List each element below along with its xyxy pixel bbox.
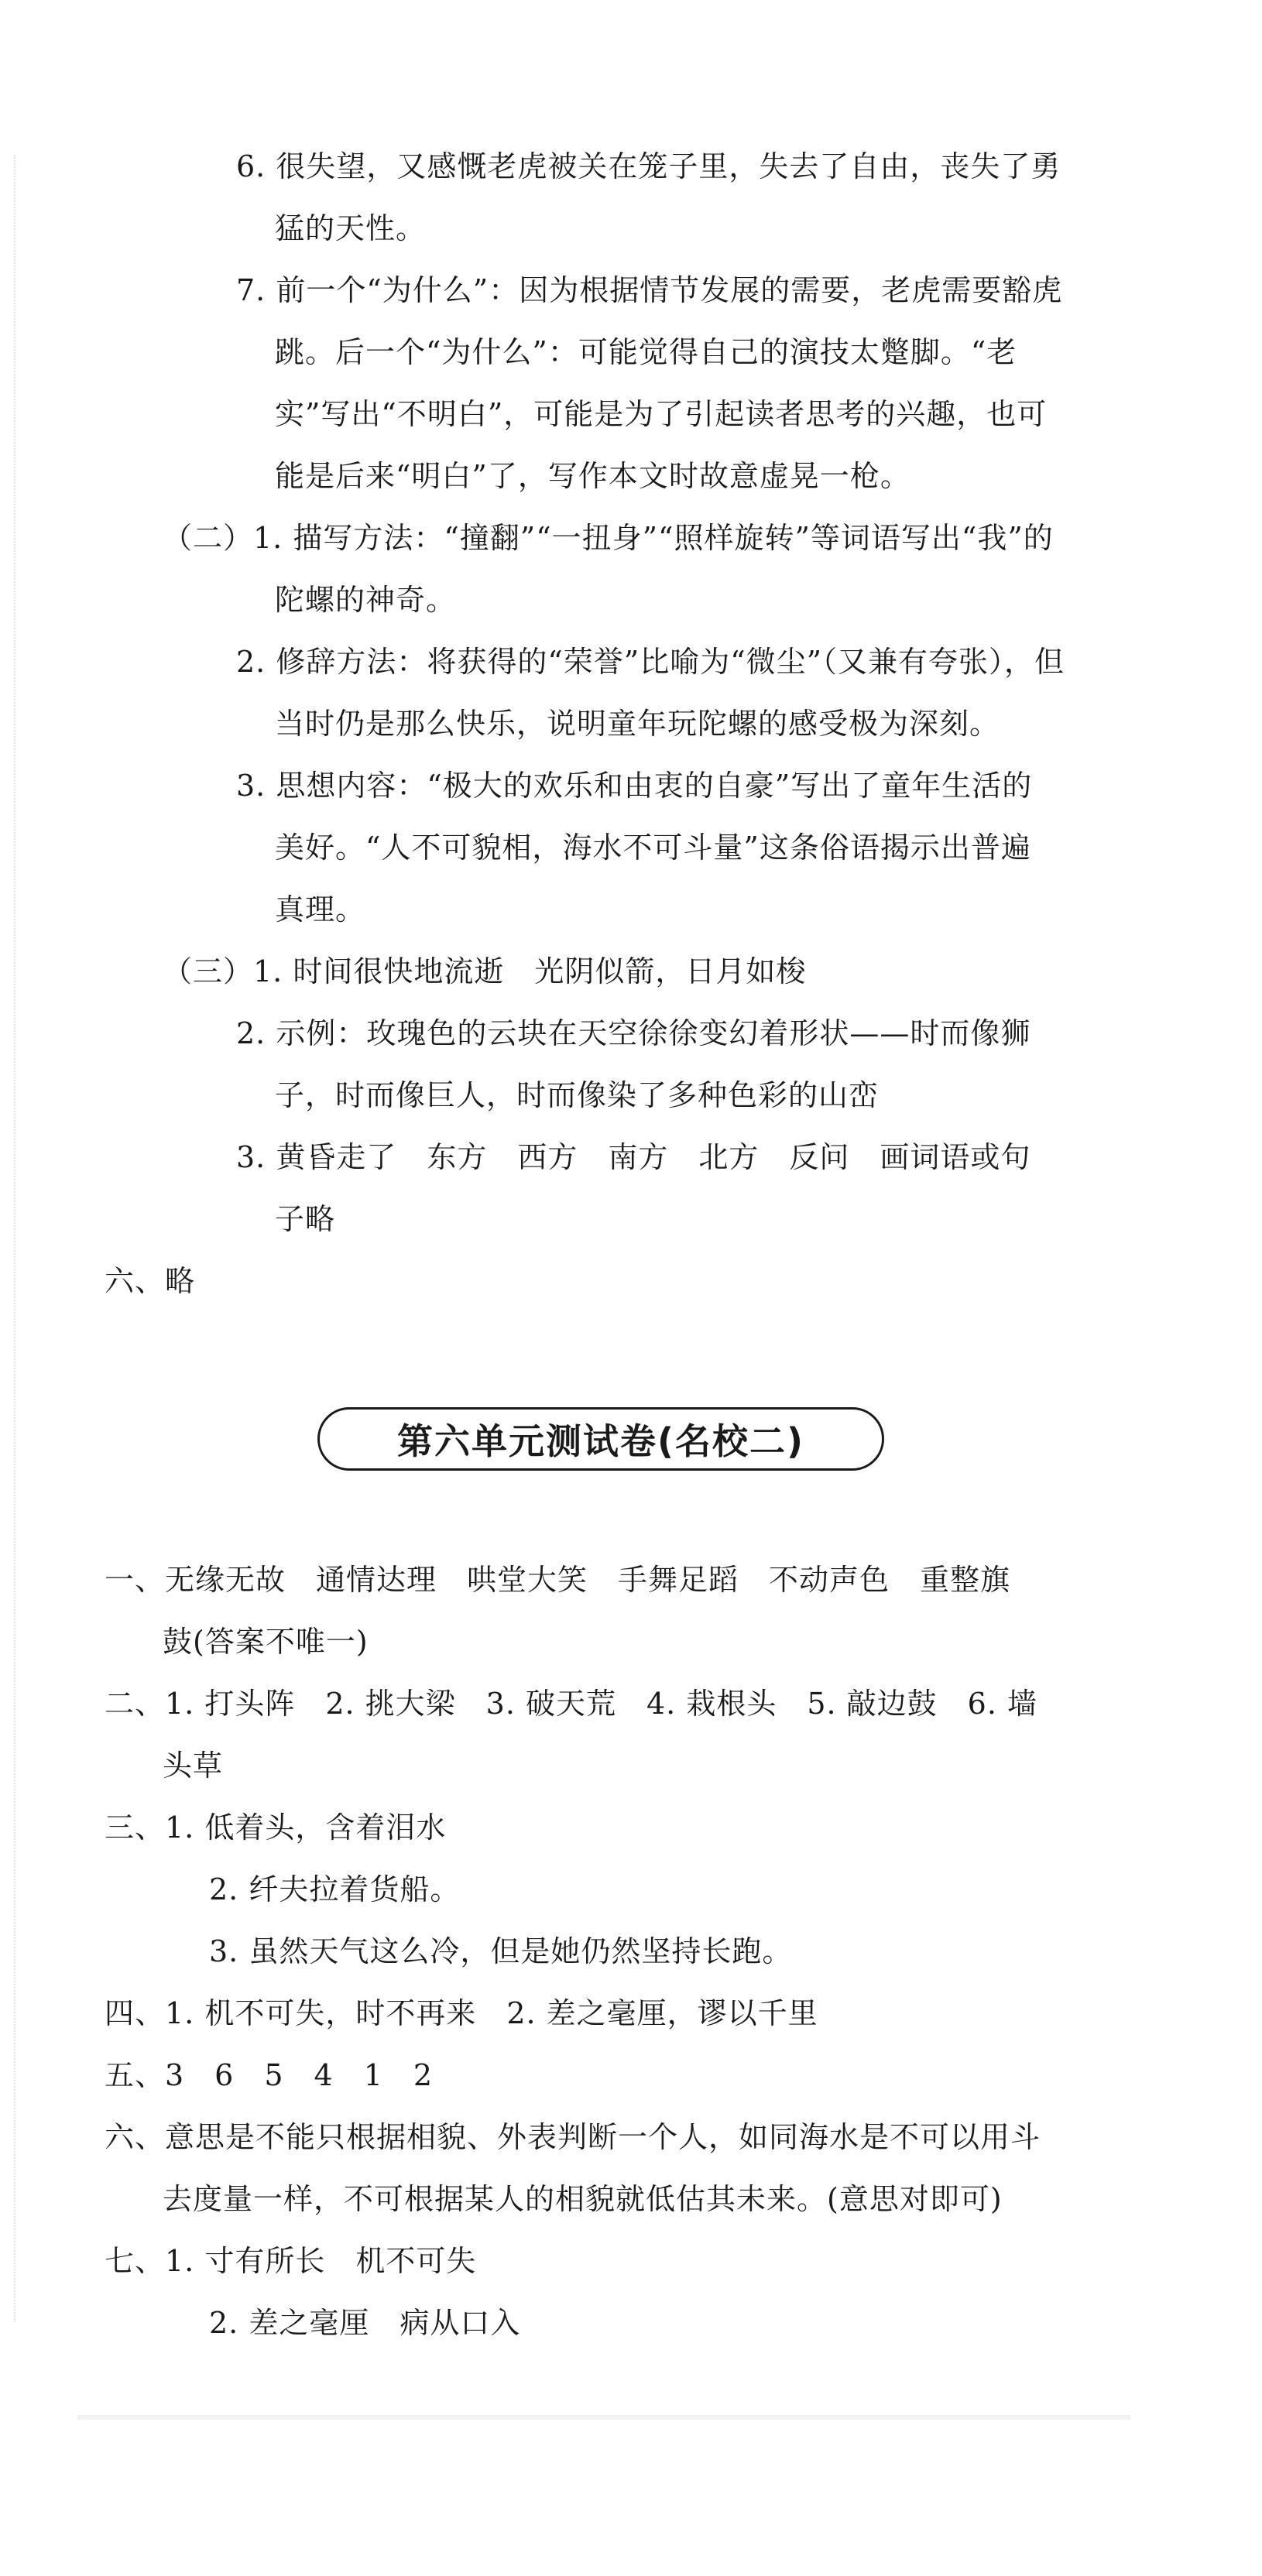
- answer-line: 子，时而像巨人，时而像染了多种色彩的山峦: [275, 1078, 880, 1112]
- answer-line: 能是后来“明白”了，写作本文时故意虚晃一枪。: [275, 459, 910, 493]
- answer-line: 子略: [275, 1202, 336, 1236]
- answer-line: 3. 思想内容：“极大的欢乐和由衷的自豪”写出了童年生活的: [236, 769, 1033, 803]
- answer-line: 6. 很失望，又感慨老虎被关在笼子里，失去了自由，丧失了勇: [236, 149, 1061, 183]
- answer-line: 鼓(答案不唯一): [163, 1625, 369, 1659]
- section-title: 第六单元测试卷(名校二): [396, 1420, 805, 1462]
- answer-line: 六、意思是不能只根据相貌、外表判断一个人，如同海水是不可以用斗: [105, 2120, 1041, 2154]
- answer-line: （三）1. 时间很快地流逝 光阴似箭，日月如梭: [163, 954, 807, 988]
- section-title-box: [317, 1407, 884, 1471]
- answer-line: 五、3 6 5 4 1 2: [105, 2058, 434, 2092]
- answer-line: （二）1. 描写方法：“撞翻”“一扭身”“照样旋转”等词语写出“我”的: [163, 521, 1054, 555]
- margin-dots: [14, 155, 15, 2322]
- answer-line: 四、1. 机不可失，时不再来 2. 差之毫厘，谬以千里: [105, 1996, 818, 2030]
- answer-line: 当时仍是那么快乐，说明童年玩陀螺的感受极为深刻。: [275, 707, 1000, 741]
- answer-line: 2. 差之毫厘 病从口入: [209, 2306, 521, 2340]
- answer-line: 3. 虽然天气这么冷，但是她仍然坚持长跑。: [209, 1934, 793, 1968]
- answer-line: 三、1. 低着头，含着泪水: [105, 1810, 447, 1845]
- answer-line: 2. 示例：玫瑰色的云块在天空徐徐变幻着形状——时而像狮: [236, 1016, 1031, 1050]
- answer-line: 跳。后一个“为什么”：可能觉得自己的演技太蹩脚。“老: [275, 335, 1017, 369]
- answer-line: 3. 黄昏走了 东方 西方 南方 北方 反问 画词语或句: [236, 1140, 1031, 1174]
- answer-line: 7. 前一个“为什么”：因为根据情节发展的需要，老虎需要豁虎: [236, 273, 1063, 307]
- answer-line: 去度量一样，不可根据某人的相貌就低估其未来。(意思对即可): [163, 2182, 1003, 2216]
- answer-line: 一、无缘无故 通情达理 哄堂大笑 手舞足蹈 不动声色 重整旗: [105, 1563, 1011, 1597]
- answer-line: 六、略: [105, 1264, 196, 1298]
- answer-line: 实”写出“不明白”，可能是为了引起读者思考的兴趣，也可: [275, 397, 1048, 431]
- answer-line: 头草: [163, 1749, 224, 1783]
- page-bottom-edge: [77, 2415, 1130, 2420]
- answer-line: 真理。: [275, 892, 366, 927]
- answer-line: 七、1. 寸有所长 机不可失: [105, 2244, 477, 2278]
- answer-line: 陀螺的神奇。: [275, 583, 457, 617]
- answer-line: 美好。“人不可貌相，海水不可斗量”这条俗语揭示出普遍: [275, 831, 1031, 865]
- answer-line: 猛的天性。: [275, 211, 427, 245]
- answer-line: 二、1. 打头阵 2. 挑大梁 3. 破天荒 4. 栽根头 5. 敲边鼓 6. 墙: [105, 1687, 1038, 1721]
- answer-line: 2. 修辞方法：将获得的“荣誉”比喻为“微尘”（又兼有夸张），但: [236, 645, 1065, 679]
- answer-line: 2. 纤夫拉着货船。: [209, 1872, 461, 1906]
